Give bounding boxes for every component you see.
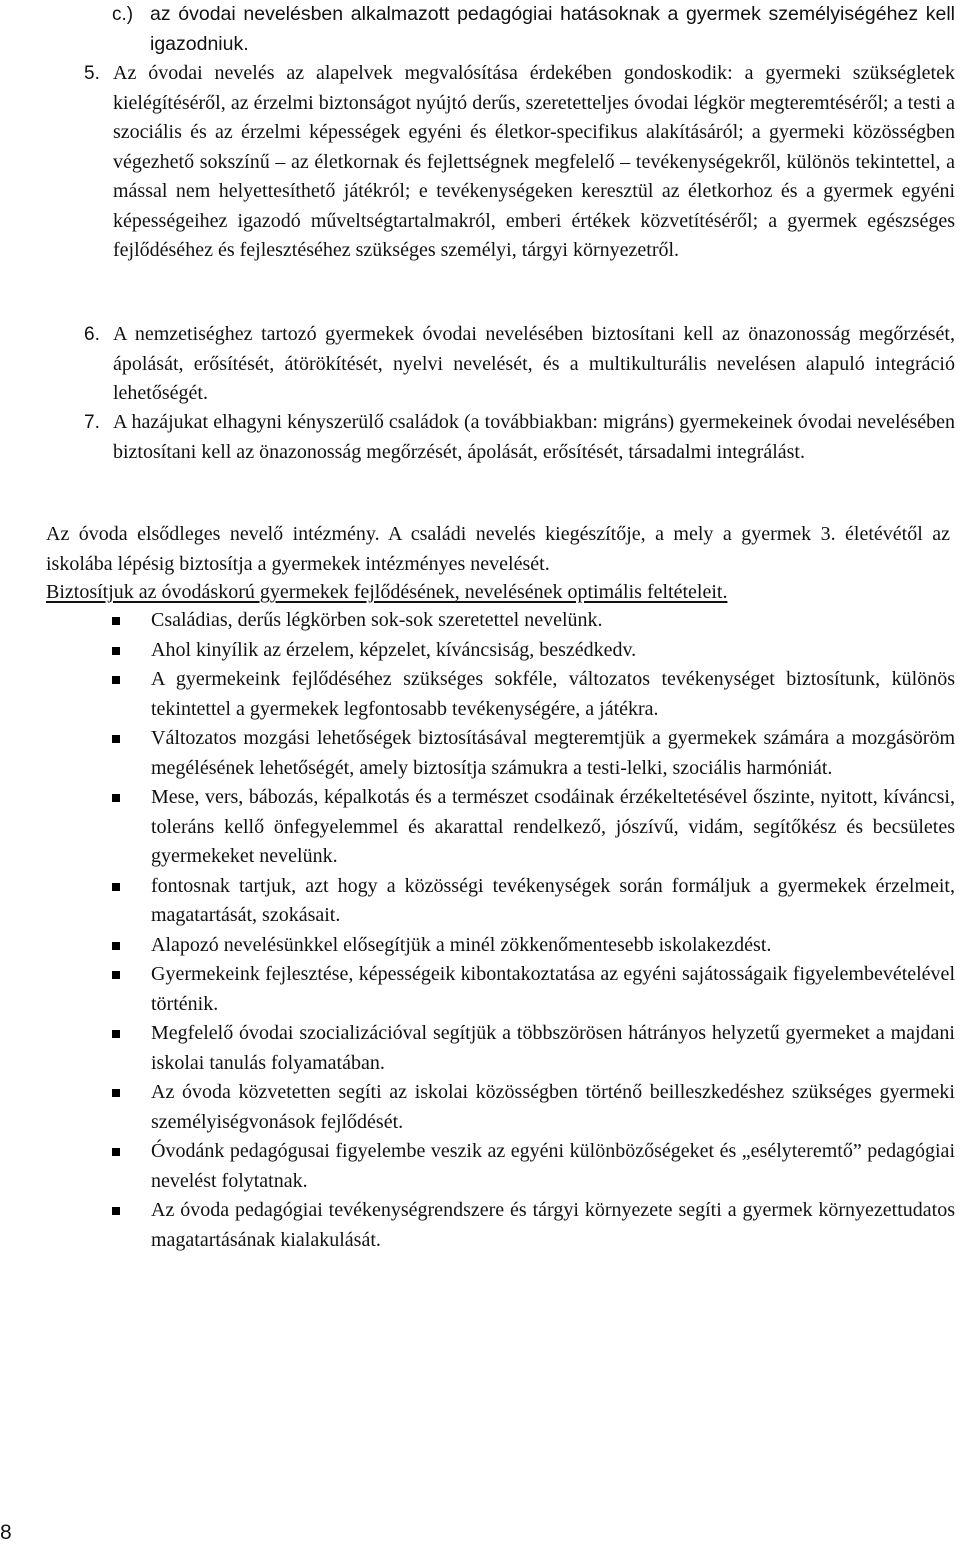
intro-paragraph: Az óvoda elsődleges nevelő intézmény. A családi nevelés kiegészítője, a mely a gyermek 3. életévétől az iskolába lépésig biztosítja a gyermekek intézményes nevelését. [46, 523, 950, 575]
square-bullet-icon [112, 1030, 120, 1038]
bullet-text: Az óvoda közvetetten segíti az iskolai közösségben történő beilleszkedéshez szükséges gyermeki személyiségvonások fejlődését. [151, 1081, 955, 1133]
list-marker-c: c.) [112, 4, 134, 25]
page-number: 8 [0, 1521, 12, 1544]
bullet-item [151, 636, 955, 666]
bullet-item [151, 665, 955, 724]
bullet-item [151, 960, 955, 1019]
bullet-item [151, 783, 955, 872]
bullet-list [0, 606, 960, 1255]
square-bullet-icon [112, 617, 120, 625]
list-item-6: A nemzetiséghez tartozó gyermekek óvodai nevelésében biztosítani kell az önazonosság megőrzését, ápolását, erősítését, átörökítését, nyelvi nevelését, és a multikulturális nevelésen alapuló integráció lehetőségét. [113, 323, 955, 404]
bullet-item [151, 931, 955, 961]
list-marker-6: 6. [84, 324, 100, 345]
bullet-text: Az óvoda pedagógiai tevékenységrendszere és tárgyi környezete segíti a gyermek környezettudatos magatartásának kialakulását. [151, 1199, 955, 1251]
list-item-7: A hazájukat elhagyni kényszerülő családok (a továbbiakban: migráns) gyermekeinek óvodai nevelésében biztosítani kell az önazonosság megőrzését, ápolását, erősítését, társadalmi integrálást. [113, 411, 955, 463]
square-bullet-icon [112, 647, 120, 655]
bullet-text: Mese, vers, bábozás, képalkotás és a természet csodáinak érzékeltetésével őszinte, nyitott, kíváncsi, toleráns kellő önfegyelemmel és akarattal rendelkező, jószívű, vidám, segítőkész és becsületes gyermekeket nevelünk. [151, 786, 955, 867]
bullet-item [151, 606, 955, 636]
square-bullet-icon [112, 794, 120, 802]
list-marker-5: 5. [84, 63, 100, 84]
underlined-heading: Biztosítjuk az óvodáskorú gyermekek fejlődésének, nevelésének optimális feltételeit. [46, 581, 728, 603]
square-bullet-icon [112, 1148, 120, 1156]
list-item-5: Az óvodai nevelés az alapelvek megvalósítása érdekében gondoskodik: a gyermeki szükségletek kielégítéséről, az érzelmi biztonságot nyújtó derűs, szeretetteljes óvodai légkör megteremtéséről; a testi a szociális és az érzelmi képességek egyéni és életkor-specifikus alakításáról; a gyermeki közösségben végezhető sokszínű – az életkornak és fejlettségnek megfelelő – tevékenységekről, különös tekintettel, a mással nem helyettesíthető játékról; e tevékenységeken keresztül az életkorhoz és a gyermek egyéni képességeihez igazodó műveltségtartalmakról, emberi értékek közvetítéséről; a gyermek egészséges fejlődéséhez és fejlesztéséhez szükséges személyi, tárgyi környezetről. [113, 62, 955, 261]
bullet-item [151, 872, 955, 931]
bullet-item [151, 1196, 955, 1255]
square-bullet-icon [112, 735, 120, 743]
bullet-text: Alapozó nevelésünkkel elősegítjük a minél zökkenőmentesebb iskolakezdést. [151, 933, 772, 956]
square-bullet-icon [112, 676, 120, 684]
square-bullet-icon [112, 1207, 120, 1215]
bullet-text: Családias, derűs légkörben sok-sok szeretettel nevelünk. [151, 609, 603, 631]
bullet-text: Gyermekeink fejlesztése, képességeik kibontakoztatása az egyéni sajátosságaik figyelembevételével történik. [151, 963, 955, 1015]
bullet-text: Megfelelő óvodai szocializációval segítjük a többszörösen hátrányos helyzetű gyermeket a majdani iskolai tanulás folyamatában. [151, 1022, 955, 1074]
square-bullet-icon [112, 942, 120, 950]
bullet-text: Változatos mozgási lehetőségek biztosításával megteremtjük a gyermekek számára a mozgásöröm megélésének lehetőségét, amely biztosítja számukra a testi-lelki, szociális harmóniát. [151, 727, 955, 779]
bullet-item [151, 1019, 955, 1078]
bullet-text: A gyermekeink fejlődéséhez szükséges sokféle, változatos tevékenységet biztosítunk, különös tekintettel a gyermekek legfontosabb tevékenységére, a játékra. [151, 668, 955, 720]
list-marker-7: 7. [84, 412, 100, 433]
bullet-item [151, 1078, 955, 1137]
list-item-c: az óvodai nevelésben alkalmazott pedagógiai hatásoknak a gyermek személyiségéhez kell igazodniuk. [150, 3, 955, 55]
bullet-text: Óvodánk pedagógusai figyelembe veszik az egyéni különbözőségeket és „esélyteremtő” pedagógiai nevelést folytatnak. [151, 1140, 955, 1192]
bullet-item [151, 1137, 955, 1196]
square-bullet-icon [112, 1089, 120, 1097]
square-bullet-icon [112, 971, 120, 979]
bullet-text: fontosnak tartjuk, azt hogy a közösségi tevékenységek során formáljuk a gyermekek érzelmeit, magatartását, szokásait. [151, 874, 955, 926]
bullet-text: Ahol kinyílik az érzelem, képzelet, kíváncsiság, beszédkedv. [151, 638, 637, 661]
bullet-item [151, 724, 955, 783]
square-bullet-icon [112, 883, 120, 891]
